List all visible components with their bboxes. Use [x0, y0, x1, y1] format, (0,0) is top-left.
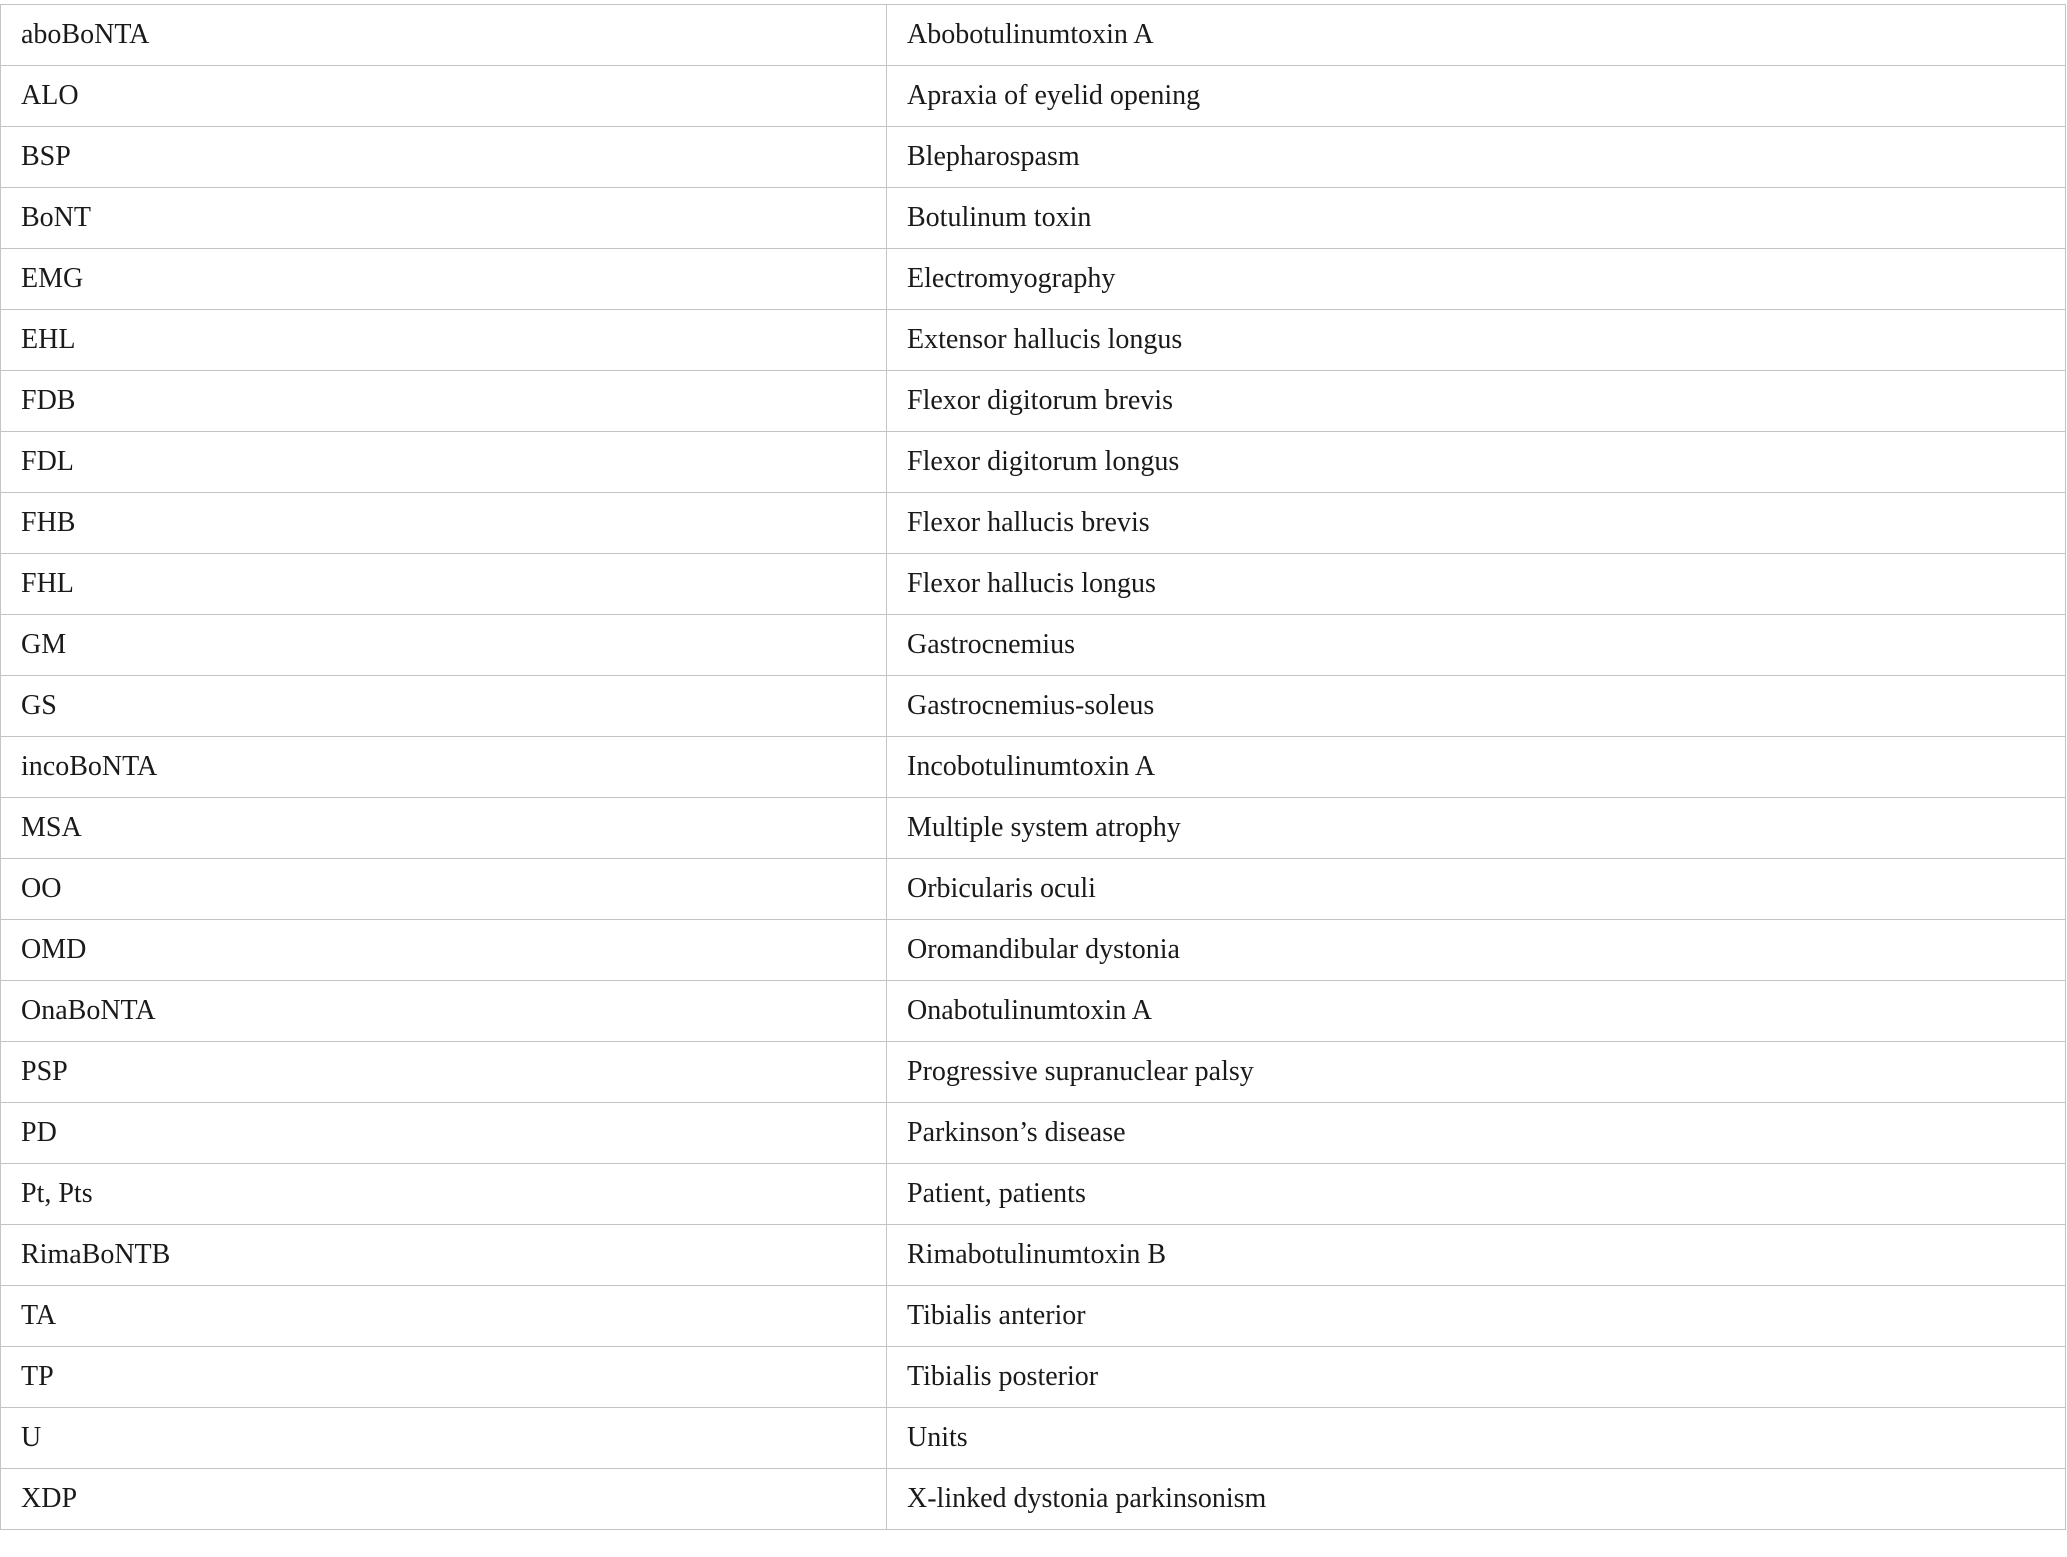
- definition-cell: Patient, patients: [887, 1164, 2066, 1225]
- table-row: [1, 1225, 2066, 1286]
- abbreviation-cell: TP: [1, 1347, 887, 1408]
- abbreviation-cell: FDB: [1, 371, 887, 432]
- abbreviations-table-body: [1, 5, 2066, 1530]
- definition-cell: Abobotulinumtoxin A: [887, 5, 2066, 66]
- abbreviation-cell: aboBoNTA: [1, 5, 887, 66]
- table-row: [1, 249, 2066, 310]
- abbreviation-cell: XDP: [1, 1469, 887, 1530]
- table-row: [1, 554, 2066, 615]
- table-row: [1, 1469, 2066, 1530]
- abbreviation-cell: PD: [1, 1103, 887, 1164]
- definition-cell: Botulinum toxin: [887, 188, 2066, 249]
- table-row: [1, 371, 2066, 432]
- table-row: [1, 5, 2066, 66]
- definition-cell: Flexor hallucis longus: [887, 554, 2066, 615]
- abbreviation-cell: BSP: [1, 127, 887, 188]
- abbreviation-cell: TA: [1, 1286, 887, 1347]
- definition-cell: Rimabotulinumtoxin B: [887, 1225, 2066, 1286]
- definition-cell: Tibialis anterior: [887, 1286, 2066, 1347]
- table-row: [1, 127, 2066, 188]
- definition-cell: Electromyography: [887, 249, 2066, 310]
- definition-cell: Tibialis posterior: [887, 1347, 2066, 1408]
- abbreviation-cell: MSA: [1, 798, 887, 859]
- definition-cell: Orbicularis oculi: [887, 859, 2066, 920]
- abbreviation-cell: Pt, Pts: [1, 1164, 887, 1225]
- table-row: [1, 66, 2066, 127]
- definition-cell: Onabotulinumtoxin A: [887, 981, 2066, 1042]
- definition-cell: Flexor digitorum brevis: [887, 371, 2066, 432]
- definition-cell: Parkinson’s disease: [887, 1103, 2066, 1164]
- abbreviation-cell: FDL: [1, 432, 887, 493]
- table-row: [1, 981, 2066, 1042]
- table-row: [1, 920, 2066, 981]
- table-row: [1, 1164, 2066, 1225]
- table-row: [1, 615, 2066, 676]
- definition-cell: Gastrocnemius-soleus: [887, 676, 2066, 737]
- definition-cell: Incobotulinumtoxin A: [887, 737, 2066, 798]
- table-row: [1, 676, 2066, 737]
- definition-cell: Apraxia of eyelid opening: [887, 66, 2066, 127]
- table-row: [1, 1042, 2066, 1103]
- table-row: [1, 1347, 2066, 1408]
- abbreviation-cell: GS: [1, 676, 887, 737]
- table-row: [1, 1408, 2066, 1469]
- definition-cell: Flexor digitorum longus: [887, 432, 2066, 493]
- definition-cell: Units: [887, 1408, 2066, 1469]
- abbreviation-cell: OO: [1, 859, 887, 920]
- table-row: [1, 798, 2066, 859]
- abbreviation-cell: FHL: [1, 554, 887, 615]
- table-row: [1, 859, 2066, 920]
- table-row: [1, 1103, 2066, 1164]
- abbreviation-cell: EHL: [1, 310, 887, 371]
- definition-cell: Multiple system atrophy: [887, 798, 2066, 859]
- definition-cell: Oromandibular dystonia: [887, 920, 2066, 981]
- abbreviation-cell: FHB: [1, 493, 887, 554]
- abbreviation-cell: RimaBoNTB: [1, 1225, 887, 1286]
- table-row: [1, 737, 2066, 798]
- table-row: [1, 1286, 2066, 1347]
- abbreviation-cell: EMG: [1, 249, 887, 310]
- definition-cell: Progressive supranuclear palsy: [887, 1042, 2066, 1103]
- table-row: [1, 493, 2066, 554]
- definition-cell: Extensor hallucis longus: [887, 310, 2066, 371]
- definition-cell: Gastrocnemius: [887, 615, 2066, 676]
- abbreviation-cell: BoNT: [1, 188, 887, 249]
- definition-cell: Flexor hallucis brevis: [887, 493, 2066, 554]
- definition-cell: X-linked dystonia parkinsonism: [887, 1469, 2066, 1530]
- abbreviation-cell: PSP: [1, 1042, 887, 1103]
- abbreviation-cell: U: [1, 1408, 887, 1469]
- table-row: [1, 310, 2066, 371]
- abbreviation-cell: OMD: [1, 920, 887, 981]
- abbreviation-cell: OnaBoNTA: [1, 981, 887, 1042]
- abbreviation-cell: incoBoNTA: [1, 737, 887, 798]
- table-row: [1, 188, 2066, 249]
- table-row: [1, 432, 2066, 493]
- abbreviation-cell: GM: [1, 615, 887, 676]
- abbreviations-table: [0, 4, 2066, 1530]
- definition-cell: Blepharospasm: [887, 127, 2066, 188]
- abbreviation-cell: ALO: [1, 66, 887, 127]
